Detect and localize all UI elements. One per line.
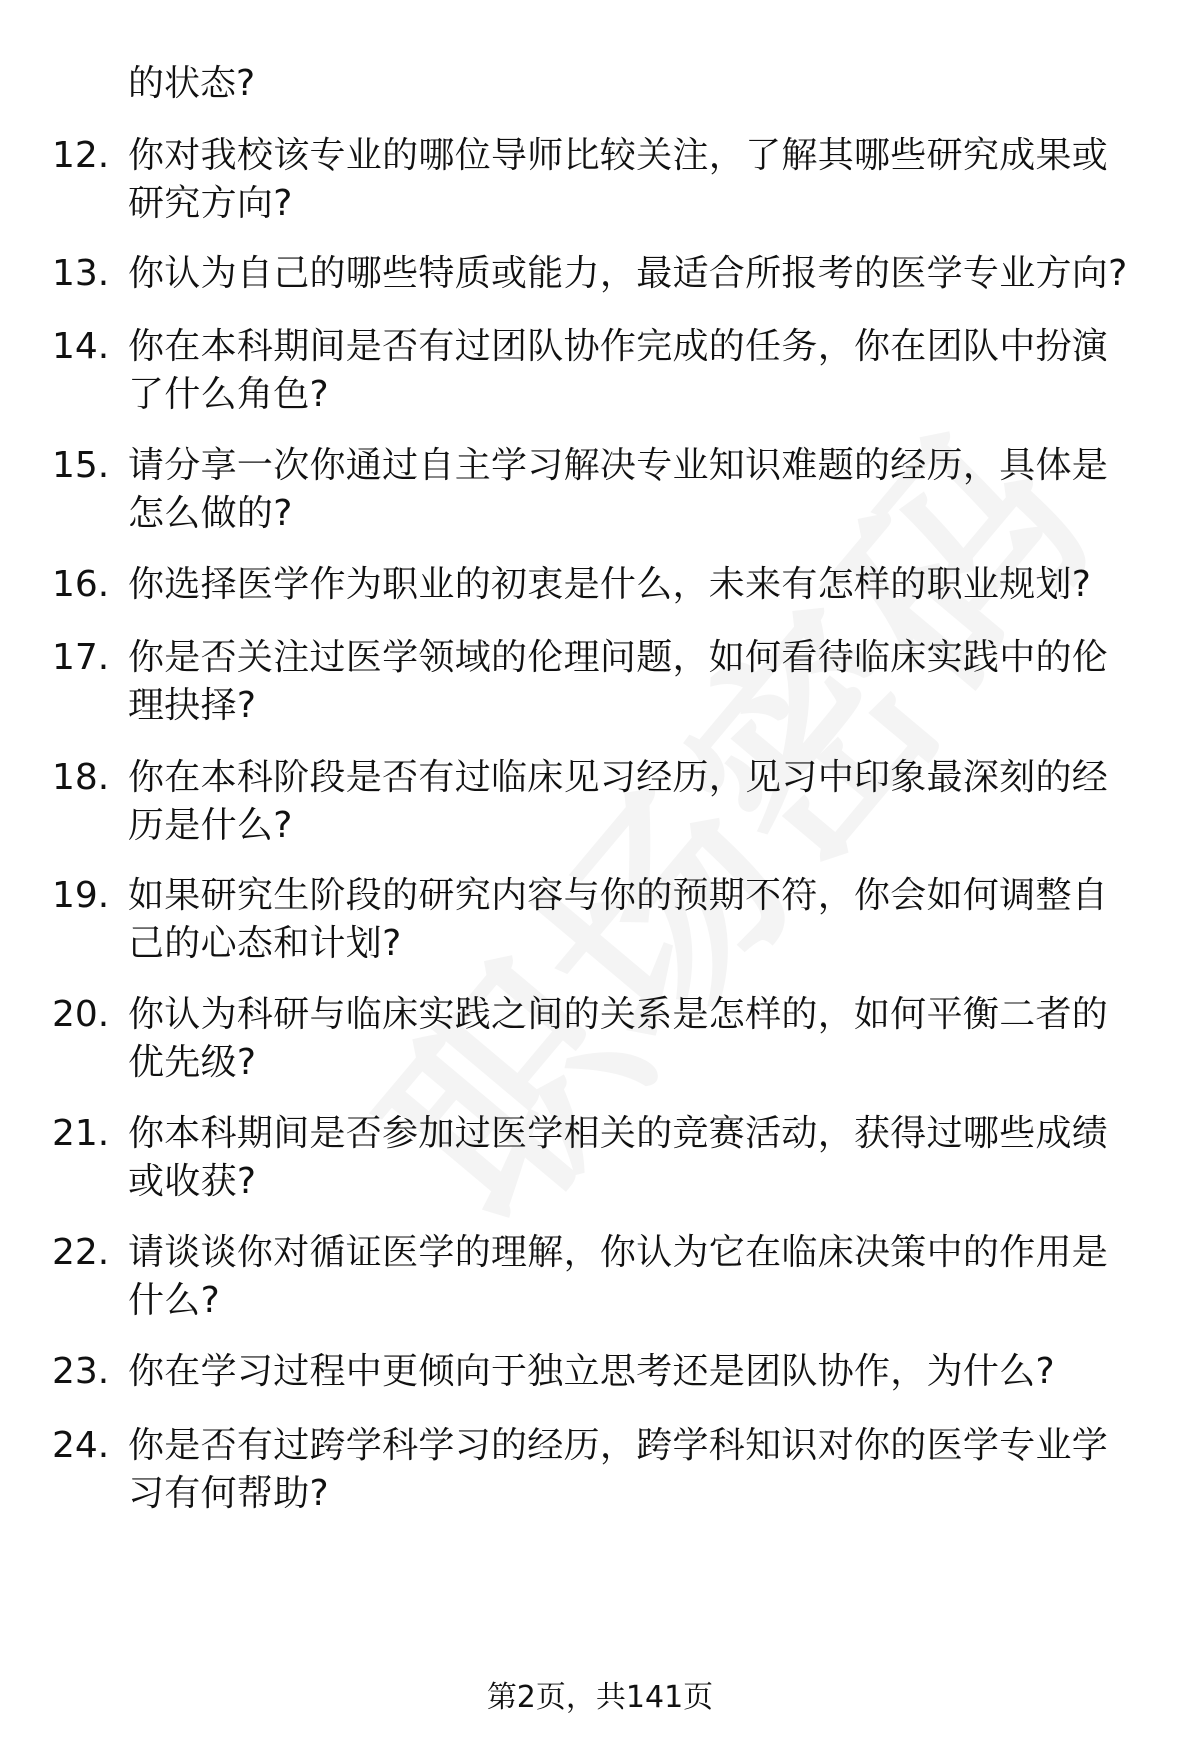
question-number: 21.: [52, 1113, 110, 1154]
question-text: 你认为自己的哪些特质或能力，最适合所报考的医学专业方向?: [128, 253, 1128, 294]
question-number: 24.: [52, 1425, 110, 1466]
question-text: 你本科期间是否参加过医学相关的竞赛活动，获得过哪些成绩或收获?: [128, 1113, 1109, 1202]
question-number: 20.: [52, 994, 110, 1035]
question-text: 你对我校该专业的哪位导师比较关注，了解其哪些研究成果或研究方向?: [128, 135, 1109, 224]
question-text: 你选择医学作为职业的初衷是什么，未来有怎样的职业规划?: [128, 564, 1092, 605]
page-footer: 第2页，共141页: [486, 1680, 714, 1715]
question-text: 如果研究生阶段的研究内容与你的预期不符，你会如何调整自己的心态和计划?: [128, 875, 1109, 964]
question-number: 14.: [52, 326, 110, 367]
question-text: 请谈谈你对循证医学的理解，你认为它在临床决策中的作用是什么?: [128, 1232, 1109, 1321]
question-text: 你是否关注过医学领域的伦理问题，如何看待临床实践中的伦理抉择?: [128, 637, 1109, 726]
question-text: 你在本科期间是否有过团队协作完成的任务，你在团队中扮演了什么角色?: [128, 326, 1109, 415]
question-number: 22.: [52, 1232, 110, 1273]
question-number: 18.: [52, 757, 110, 798]
continuation-text: 的状态?: [128, 63, 256, 104]
question-text: 请分享一次你通过自主学习解决专业知识难题的经历，具体是怎么做的?: [128, 445, 1109, 534]
question-number: 19.: [52, 875, 110, 916]
question-number: 23.: [52, 1351, 110, 1392]
question-number: 15.: [52, 445, 110, 486]
question-text: 你在本科阶段是否有过临床见习经历，见习中印象最深刻的经历是什么?: [128, 757, 1109, 846]
question-text: 你认为科研与临床实践之间的关系是怎样的，如何平衡二者的优先级?: [128, 994, 1109, 1083]
question-number: 12.: [52, 135, 110, 176]
question-number: 17.: [52, 637, 110, 678]
question-number: 13.: [52, 253, 110, 294]
question-text: 你在学习过程中更倾向于独立思考还是团队协作，为什么?: [128, 1351, 1055, 1392]
question-text: 你是否有过跨学科学习的经历，跨学科知识对你的医学专业学习有何帮助?: [128, 1425, 1109, 1514]
question-number: 16.: [52, 564, 110, 605]
